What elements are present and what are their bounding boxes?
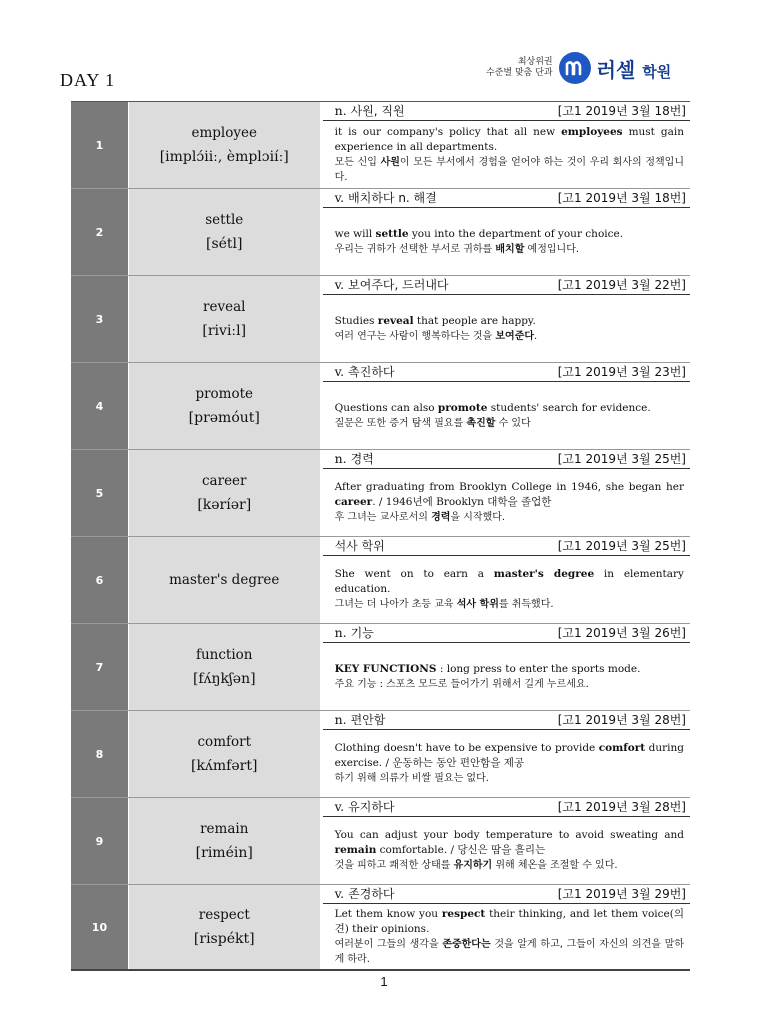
example-english — [335, 314, 684, 329]
word-text: comfort — [197, 734, 251, 750]
word-pronunciation: [implɔ́iiː, èmplɔiíː] — [159, 149, 289, 165]
meaning — [335, 102, 405, 120]
example-sentences — [323, 295, 690, 362]
meaning-text: 배치하다 n. 해결 — [348, 191, 437, 205]
meaning — [335, 189, 437, 207]
vocab-row — [71, 363, 690, 450]
example-ko-pre: 여러분이 그들의 생각을 — [334, 938, 443, 950]
example-ko-post: 것을 알게 하고, 그들이 자신의 의견을 말하게 하라. — [334, 938, 684, 965]
part-of-speech: n. — [334, 712, 347, 727]
exam-source: [고1 2019년 3월 28번] — [557, 713, 686, 727]
word-cell — [128, 189, 320, 275]
meaning-text: 촉진하다 — [348, 365, 395, 379]
definition-cell — [323, 450, 690, 536]
example-korean — [335, 677, 684, 692]
vocab-row — [71, 537, 690, 624]
example-en-pre: You can adjust your body temperature to avoid sweating and — [334, 829, 684, 841]
day-title: DAY 1 — [60, 70, 116, 90]
meaning — [335, 624, 374, 642]
example-en-post: their thinking, and let them voice(의견) their opinions. — [334, 907, 684, 935]
word-cell — [128, 450, 320, 536]
example-en-keyword: promote — [437, 401, 488, 414]
exam-source: [고1 2019년 3월 18번] — [557, 191, 686, 205]
meaning-text: 석사 학위 — [334, 539, 385, 553]
example-ko-pre: 질문은 또한 증거 탐색 필요를 — [334, 417, 467, 429]
meaning-text: 경력 — [350, 452, 374, 466]
example-en-post: that people are happy. — [413, 314, 536, 327]
row-number: 9 — [71, 798, 128, 884]
vocab-row — [71, 885, 690, 971]
example-sentences — [323, 121, 690, 188]
example-en-keyword: career — [334, 496, 373, 508]
vocab-row — [71, 102, 690, 189]
example-ko-post: 예정입니다. — [524, 243, 580, 255]
example-en-pre: we will — [334, 227, 376, 240]
vocab-row — [71, 711, 690, 798]
row-number: 1 — [71, 102, 128, 188]
example-en-pre: Questions can also — [334, 401, 438, 414]
example-korean — [335, 510, 684, 525]
word-cell — [128, 711, 320, 797]
example-korean — [335, 416, 684, 431]
example-english — [335, 567, 684, 597]
example-english — [335, 662, 684, 677]
example-ko-post: 를 취득했다. — [498, 599, 554, 610]
word-text: remain — [200, 821, 249, 837]
definition-cell — [323, 276, 690, 362]
example-sentences — [323, 817, 690, 884]
example-en-pre: Studies — [334, 314, 378, 327]
row-number: 4 — [71, 363, 128, 449]
vocab-row — [71, 189, 690, 276]
meaning — [335, 537, 385, 555]
example-english — [335, 227, 684, 242]
example-korean — [335, 771, 684, 786]
row-number: 6 — [71, 537, 128, 623]
word-text: career — [202, 473, 247, 489]
example-english — [335, 480, 684, 510]
definition-cell — [323, 537, 690, 623]
definition-cell — [323, 363, 690, 449]
meaning — [335, 450, 374, 468]
example-en-post: comfortable. / 당신은 땀을 흘리는 — [376, 844, 546, 856]
example-ko-keyword: 촉진할 — [466, 417, 496, 429]
part-of-speech: n. — [334, 451, 347, 466]
row-number: 3 — [71, 276, 128, 362]
meaning-text: 사원, 직원 — [350, 104, 405, 118]
definition-header — [323, 450, 690, 469]
example-sentences — [323, 469, 690, 536]
word-pronunciation: [riviːl] — [202, 323, 247, 339]
definition-cell — [323, 189, 690, 275]
example-ko-pre: 여러 연구는 사람이 행복하다는 것을 — [334, 330, 496, 342]
exam-source: [고1 2019년 3월 25번] — [557, 539, 686, 553]
word-cell — [128, 624, 320, 710]
example-en-pre: Clothing doesn't have to be expensive to provide — [334, 742, 599, 754]
example-sentences — [323, 904, 690, 969]
definition-header — [323, 102, 690, 121]
vocabulary-table — [71, 101, 690, 971]
example-en-pre: After graduating from Brooklyn College in 1946, she began her — [334, 481, 684, 493]
word-pronunciation: [sétl] — [206, 236, 243, 252]
part-of-speech: v. — [334, 277, 345, 292]
example-en-keyword: reveal — [377, 314, 414, 327]
example-english — [335, 741, 684, 771]
exam-source: [고1 2019년 3월 22번] — [557, 278, 686, 292]
word-cell — [128, 885, 320, 969]
example-sentences — [323, 556, 690, 623]
academy-logo — [486, 50, 671, 86]
definition-cell — [323, 102, 690, 188]
part-of-speech: n. — [334, 625, 347, 640]
example-ko-post: 을 시작했다. — [450, 512, 506, 523]
row-number: 2 — [71, 189, 128, 275]
example-ko-keyword: 배치할 — [495, 243, 525, 255]
example-korean — [335, 329, 684, 344]
exam-source: [고1 2019년 3월 28번] — [557, 800, 686, 814]
word-pronunciation: [kəríər] — [197, 497, 252, 513]
exam-source: [고1 2019년 3월 18번] — [557, 104, 686, 118]
vocab-row — [71, 276, 690, 363]
meaning — [335, 798, 395, 816]
row-number: 7 — [71, 624, 128, 710]
logo-tagline-2: 수준별 맞춤 단과 — [486, 68, 553, 78]
meaning — [335, 276, 449, 294]
example-english — [335, 828, 684, 858]
logo-brand: 러셀 — [596, 57, 636, 82]
row-number: 8 — [71, 711, 128, 797]
page-number: 1 — [380, 974, 388, 989]
example-en-keyword: respect — [441, 907, 486, 920]
word-text: respect — [198, 907, 250, 923]
part-of-speech: n. — [334, 103, 347, 118]
meaning — [335, 363, 395, 381]
example-korean — [335, 597, 684, 612]
definition-header — [323, 537, 690, 556]
definition-header — [323, 711, 690, 730]
example-ko-pre: 하기 위해 의류가 비쌀 필요는 없다. — [334, 773, 489, 784]
part-of-speech: v. — [334, 799, 345, 814]
meaning-text: 편안함 — [350, 713, 386, 727]
word-pronunciation: [prəmóut] — [188, 410, 260, 426]
example-en-post: in elementary education. — [334, 568, 684, 595]
word-cell — [128, 276, 320, 362]
meaning — [335, 711, 386, 729]
part-of-speech: v. — [334, 886, 345, 901]
word-pronunciation: [kʌ́mfərt] — [191, 758, 258, 774]
example-en-post: . / 1946년에 Brooklyn 대학을 졸업한 — [372, 496, 552, 508]
example-en-post: students' search for evidence. — [487, 401, 651, 414]
word-text: master's degree — [169, 572, 280, 588]
meaning-text: 유지하다 — [348, 800, 395, 814]
example-en-post: you into the department of your choice. — [408, 227, 624, 240]
example-ko-keyword: 유지하기 — [453, 860, 493, 871]
word-cell — [128, 363, 320, 449]
example-en-pre: it is our company's policy that all new — [334, 125, 562, 138]
exam-source: [고1 2019년 3월 29번] — [557, 887, 686, 901]
example-korean — [335, 155, 684, 185]
example-sentences — [323, 382, 690, 449]
example-en-post: during exercise. / 운동하는 동안 편안함을 제공 — [334, 742, 685, 769]
example-en-keyword: KEY FUNCTIONS — [334, 662, 437, 675]
example-ko-pre: 그녀는 더 나아가 초등 교육 — [334, 599, 457, 610]
word-pronunciation: [rispékt] — [193, 931, 255, 947]
example-sentences — [323, 208, 690, 275]
meaning-text: 존경하다 — [348, 887, 395, 901]
meaning — [335, 885, 395, 903]
definition-header — [323, 798, 690, 817]
logo-name — [597, 54, 672, 83]
example-ko-post: . — [534, 330, 538, 342]
example-en-keyword: employees — [561, 125, 623, 138]
example-en-post: : long press to enter the sports mode. — [436, 662, 641, 675]
example-ko-keyword: 경력 — [431, 512, 451, 523]
example-ko-pre: 주요 기능 : 스포츠 모드로 들어가기 위해서 길게 누르세요. — [334, 678, 589, 690]
part-of-speech: v. — [334, 190, 345, 205]
example-ko-pre: 후 그녀는 교사로서의 — [334, 512, 432, 523]
exam-source: [고1 2019년 3월 25번] — [557, 452, 686, 466]
word-cell — [128, 102, 320, 188]
example-ko-keyword: 사원 — [380, 156, 400, 168]
row-number: 5 — [71, 450, 128, 536]
example-en-keyword: master's degree — [493, 568, 595, 580]
definition-header — [323, 624, 690, 643]
word-cell — [128, 537, 320, 623]
definition-cell — [323, 624, 690, 710]
example-ko-keyword: 석사 학위 — [456, 599, 499, 610]
definition-cell — [323, 885, 690, 969]
example-ko-post: 위해 체온을 조절할 수 있다. — [492, 860, 618, 871]
example-english — [335, 125, 684, 155]
vocab-row — [71, 798, 690, 885]
exam-source: [고1 2019년 3월 26번] — [557, 626, 686, 640]
vocab-row — [71, 624, 690, 711]
example-korean — [335, 858, 684, 873]
example-ko-keyword: 존중한다는 — [442, 938, 491, 950]
example-en-pre: Let them know you — [334, 907, 442, 920]
logo-tagline-1: 최상위권 — [517, 57, 553, 67]
example-en-keyword: remain — [334, 844, 377, 856]
word-text: settle — [205, 212, 244, 228]
example-korean — [335, 937, 684, 967]
vocab-row — [71, 450, 690, 537]
example-ko-keyword: 보여준다 — [495, 330, 535, 342]
row-number: 10 — [71, 885, 128, 969]
meaning-text: 보여주다, 드러내다 — [348, 278, 449, 292]
definition-header — [323, 276, 690, 295]
word-text: reveal — [203, 299, 246, 315]
logo-mark-icon — [559, 52, 591, 84]
example-en-post: must gain experience in all departments. — [334, 125, 684, 153]
example-ko-post: 이 모든 부서에서 경험을 얻어야 하는 것이 우리 회사의 정책입니다. — [334, 156, 684, 183]
definition-header — [323, 363, 690, 382]
definition-cell — [323, 711, 690, 797]
example-sentences — [323, 730, 690, 797]
example-english — [335, 907, 684, 937]
definition-header — [323, 189, 690, 208]
example-sentences — [323, 643, 690, 710]
example-ko-post: 수 있다 — [495, 417, 531, 429]
word-text: promote — [195, 386, 254, 402]
example-en-pre: She went on to earn a — [334, 568, 494, 580]
word-text: function — [195, 647, 253, 663]
example-en-keyword: settle — [375, 227, 409, 240]
word-text: employee — [191, 125, 257, 141]
part-of-speech: v. — [334, 364, 345, 379]
definition-cell — [323, 798, 690, 884]
logo-suffix: 학원 — [642, 62, 672, 81]
logo-tagline — [486, 57, 553, 79]
example-english — [335, 401, 684, 416]
example-ko-pre: 모든 신입 — [334, 156, 381, 168]
word-pronunciation: [fʌ́ŋkʃən] — [192, 671, 256, 687]
example-en-keyword: comfort — [598, 742, 646, 754]
example-ko-pre: 우리는 귀하가 선택한 부서로 귀하를 — [334, 243, 496, 255]
word-cell — [128, 798, 320, 884]
example-korean — [335, 242, 684, 257]
example-ko-pre: 것을 피하고 쾌적한 상태를 — [334, 860, 454, 871]
word-pronunciation: [riméin] — [195, 845, 253, 861]
meaning-text: 기능 — [350, 626, 374, 640]
definition-header — [323, 885, 690, 904]
exam-source: [고1 2019년 3월 23번] — [557, 365, 686, 379]
